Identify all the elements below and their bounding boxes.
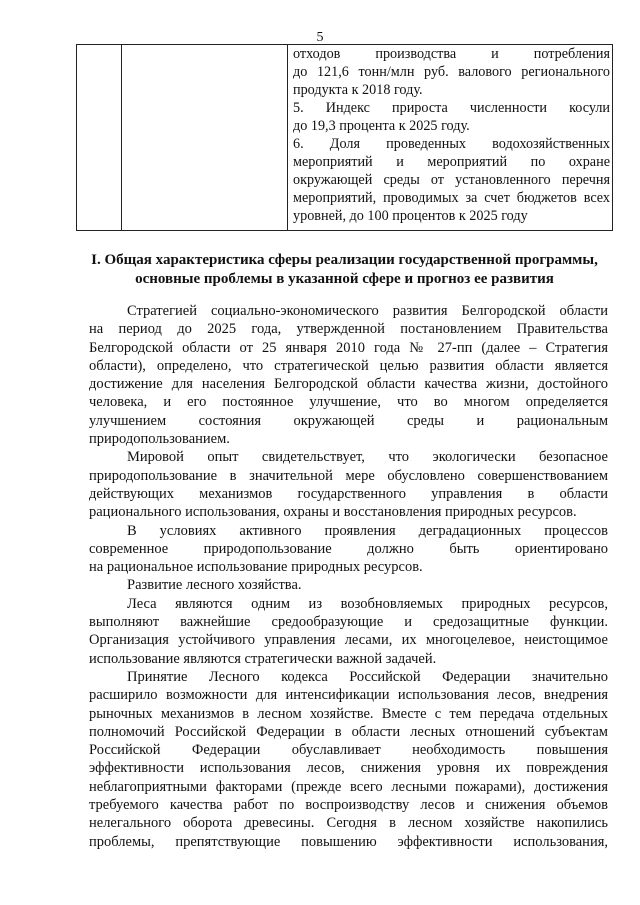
table-cell-line: 5. Индекс прироста численности косули — [293, 100, 610, 116]
body-text — [89, 302, 608, 851]
section-title-line: I. Общая характеристика сферы реализации государственной программы, — [91, 252, 598, 268]
table-cell-name — [122, 45, 288, 231]
paragraph-line: на период до 2025 года, утвержденной постановлением Правительства — [89, 321, 608, 338]
table-cell-line: до 121,6 тонн/млн руб. валового регионального — [293, 64, 610, 80]
paragraph-line: неблагоприятными факторами (прежде всего лесными пожарами), достижения — [89, 778, 608, 795]
paragraph-line: рационального использования, охраны и восстановления природных ресурсов. — [89, 504, 577, 521]
paragraph-line: Принятие Лесного кодекса Российской Федерации значительно — [127, 668, 608, 685]
table-cell-line: до 19,3 процента к 2025 году. — [293, 118, 470, 134]
table-row — [77, 45, 613, 231]
table-cell-line: отходов производства и потребления — [293, 46, 610, 62]
paragraph-line: расширило возможности для интенсификации использования лесов, внедрения — [89, 687, 608, 704]
table-cell-targets — [288, 45, 613, 231]
paragraph-line: требуемого качества работ по воспроизводству лесов и снижения объемов — [89, 797, 608, 814]
paragraph-line: на рациональное использование природных ресурсов. — [89, 559, 423, 576]
paragraph-line: Стратегией социально-экономического развития Белгородской области — [127, 303, 608, 319]
paragraph-line: эффективности использования лесов, снижения уровня их повреждения — [89, 760, 608, 777]
paragraph-line: человека, и его постоянное улучшение, что во многом определяется — [89, 394, 608, 411]
paragraph-line: природопользование в значительной мере обусловлено совершенствованием — [89, 467, 608, 484]
paragraph-line: достижение для населения Белгородской области качества жизни, достойного — [89, 376, 608, 393]
paragraph-line: Мировой опыт свидетельствует, что экологически безопасное — [127, 449, 608, 466]
paragraph-line: области), определено, что стратегической целью развития области является — [89, 357, 608, 374]
targets-table — [76, 44, 613, 231]
table-cell-line: мероприятий и мероприятий по охране — [293, 154, 610, 170]
page-number: 5 — [316, 30, 324, 45]
paragraph-line: полномочий Российской Федерации в области лесных отношений субъектам — [89, 723, 608, 740]
paragraph-line: Российской Федерации обуславливает необходимость повышения — [89, 742, 608, 759]
section-title — [76, 251, 613, 289]
paragraph-line: использование являются стратегически важной задачей. — [89, 650, 437, 667]
paragraph-line: действующих механизмов государственного управления в области — [89, 485, 608, 502]
paragraph-line: В условиях активного проявления деградационных процессов — [127, 522, 608, 539]
paragraph-line: Развитие лесного хозяйства. — [127, 577, 302, 594]
paragraph-line: природопользованием. — [89, 431, 230, 448]
paragraph-line: нелегального оборота древесины. Сегодня в лесном хозяйстве накопились — [89, 815, 608, 832]
section-title-line: основные проблемы в указанной сфере и прогноз ее развития — [135, 271, 554, 287]
paragraph-line: Белгородской области от 25 января 2010 года № 27-пп (далее – Стратегия — [89, 339, 608, 356]
table-cell-number — [77, 45, 122, 231]
table-cell-line: мероприятий, проводимых за счет бюджетов всех — [293, 190, 610, 206]
paragraph-line: проблемы, препятствующие повышению эффективности использования, — [89, 833, 608, 850]
table-cell-line: окружающей среды от установленного перечня — [293, 172, 610, 188]
paragraph-line: рыночных механизмов в лесном хозяйстве. Вместе с тем передача отдельных — [89, 705, 608, 722]
table-cell-line: 6. Доля проведенных водохозяйственных — [293, 136, 610, 152]
paragraph-line: Леса являются одним из возобновляемых природных ресурсов, — [127, 595, 608, 612]
paragraph-line: улучшением состояния окружающей среды и рациональным — [89, 412, 608, 429]
paragraph-line: современное природопользование должно быть ориентировано — [89, 540, 608, 557]
paragraph-line: выполняют важнейшие средообразующие и средозащитные функции. — [89, 614, 608, 631]
table-cell-line: продукта к 2018 году. — [293, 82, 423, 98]
table-cell-line: уровней, до 100 процентов к 2025 году — [293, 208, 528, 224]
paragraph-line: Организация устойчивого управления лесами, их многоцелевое, неистощимое — [89, 632, 608, 649]
